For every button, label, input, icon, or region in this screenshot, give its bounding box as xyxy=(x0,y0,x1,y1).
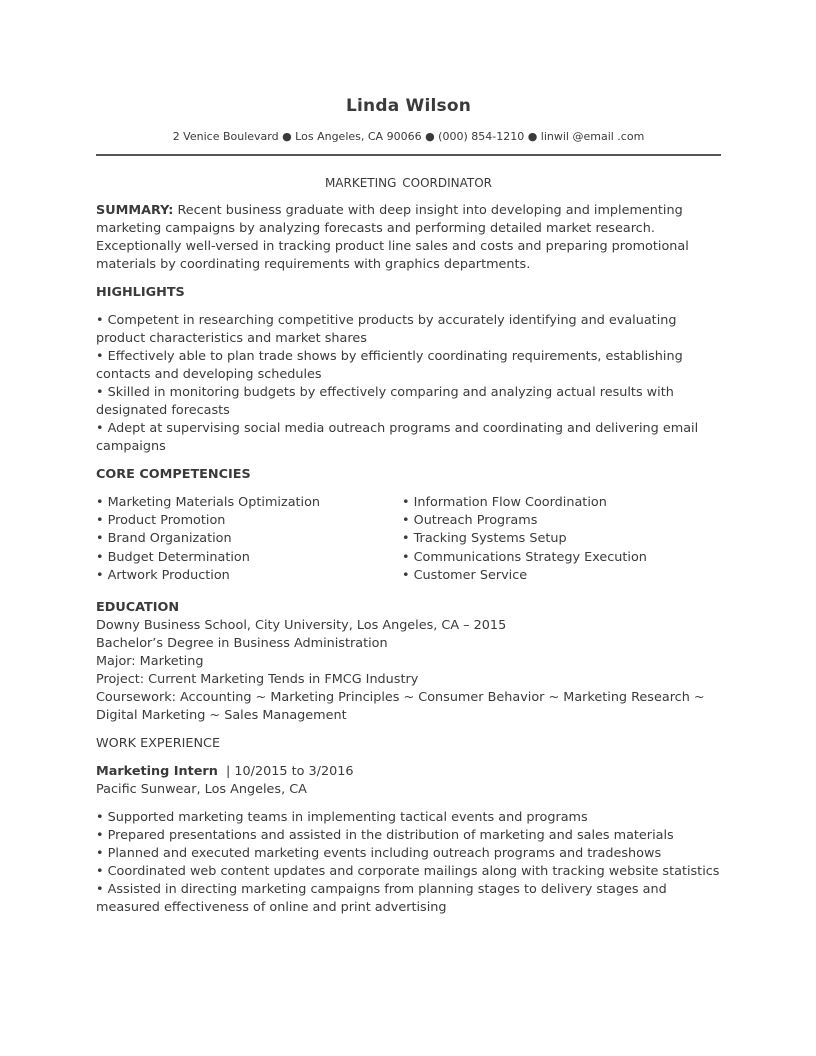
list-item: • Budget Determination xyxy=(96,549,250,565)
competencies-right-column xyxy=(402,494,647,585)
list-item: • Information Flow Coordination xyxy=(402,495,607,510)
list-item: • Planned and executed marketing events including outreach programs and tradeshows xyxy=(96,846,662,861)
summary-label: SUMMARY: xyxy=(96,203,174,218)
list-item: • Marketing Materials Optimization xyxy=(96,495,321,510)
list-item: • Customer Service xyxy=(402,567,528,583)
job-role: Marketing Intern xyxy=(96,764,218,779)
list-item: • Effectively able to plan trade shows by efficiently coordinating requirements, establishing contacts and developing schedules xyxy=(96,349,683,382)
education-major: Major: Marketing xyxy=(96,654,204,669)
job-title: MARKETING COORDINATOR xyxy=(324,176,493,190)
candidate-name: Linda Wilson xyxy=(345,96,472,116)
job-duties-list xyxy=(96,809,721,917)
competencies-left-column xyxy=(96,494,320,585)
job-dates: | 10/2015 to 3/2016 xyxy=(217,764,354,779)
list-item: • Skilled in monitoring budgets by effectively comparing and analyzing actual results with designated forecasts xyxy=(96,385,674,418)
summary-section xyxy=(96,202,721,274)
list-item: • Communications Strategy Execution xyxy=(402,549,647,565)
contact-line: 2 Venice Boulevard ● Los Angeles, CA 90066 ● (000) 854-1210 ● linwil @email .com xyxy=(172,130,645,143)
education-project: Project: Current Marketing Tends in FMCG Industry xyxy=(96,672,419,687)
list-item: • Prepared presentations and assisted in the distribution of marketing and sales materials xyxy=(96,828,674,843)
header-divider xyxy=(96,154,721,156)
competencies-heading: CORE COMPETENCIES xyxy=(96,467,251,482)
education-heading: EDUCATION xyxy=(96,600,180,615)
list-item: • Assisted in directing marketing campaigns from planning stages to delivery stages and measured effectiveness of online and print advertising xyxy=(96,882,667,915)
list-item: • Brand Organization xyxy=(96,531,232,547)
highlights-list xyxy=(96,312,721,456)
education-degree: Bachelor’s Degree in Business Administration xyxy=(96,636,388,651)
list-item: • Tracking Systems Setup xyxy=(402,531,567,547)
education-details xyxy=(96,617,721,725)
highlights-heading: HIGHLIGHTS xyxy=(96,285,185,300)
experience-heading: WORK EXPERIENCE xyxy=(96,736,221,751)
list-item: • Coordinated web content updates and corporate mailings along with tracking website statistics xyxy=(96,864,720,879)
job-entry-header xyxy=(96,763,721,781)
list-item: • Product Promotion xyxy=(96,513,226,529)
education-coursework: Coursework: Accounting ~ Marketing Principles ~ Consumer Behavior ~ Marketing Research ~ Digital Marketing ~ Sales Management xyxy=(96,690,705,723)
list-item: • Adept at supervising social media outreach programs and coordinating and delivering email campaigns xyxy=(96,421,699,454)
summary-text: Recent business graduate with deep insight into developing and implementing marketing campaigns by analyzing forecasts and performing detailed market research. Exceptionally well-versed in tracking product line sales and costs and preparing promotional materials by coordinating requirements with graphics departments. xyxy=(96,203,689,272)
education-school: Downy Business School, City University, Los Angeles, CA – 2015 xyxy=(96,618,507,633)
list-item: • Competent in researching competitive products by accurately identifying and evaluating product characteristics and market shares xyxy=(96,313,677,346)
list-item: • Outreach Programs xyxy=(402,513,538,529)
list-item: • Supported marketing teams in implementing tactical events and programs xyxy=(96,810,588,825)
list-item: • Artwork Production xyxy=(96,567,230,583)
job-company: Pacific Sunwear, Los Angeles, CA xyxy=(96,782,307,797)
